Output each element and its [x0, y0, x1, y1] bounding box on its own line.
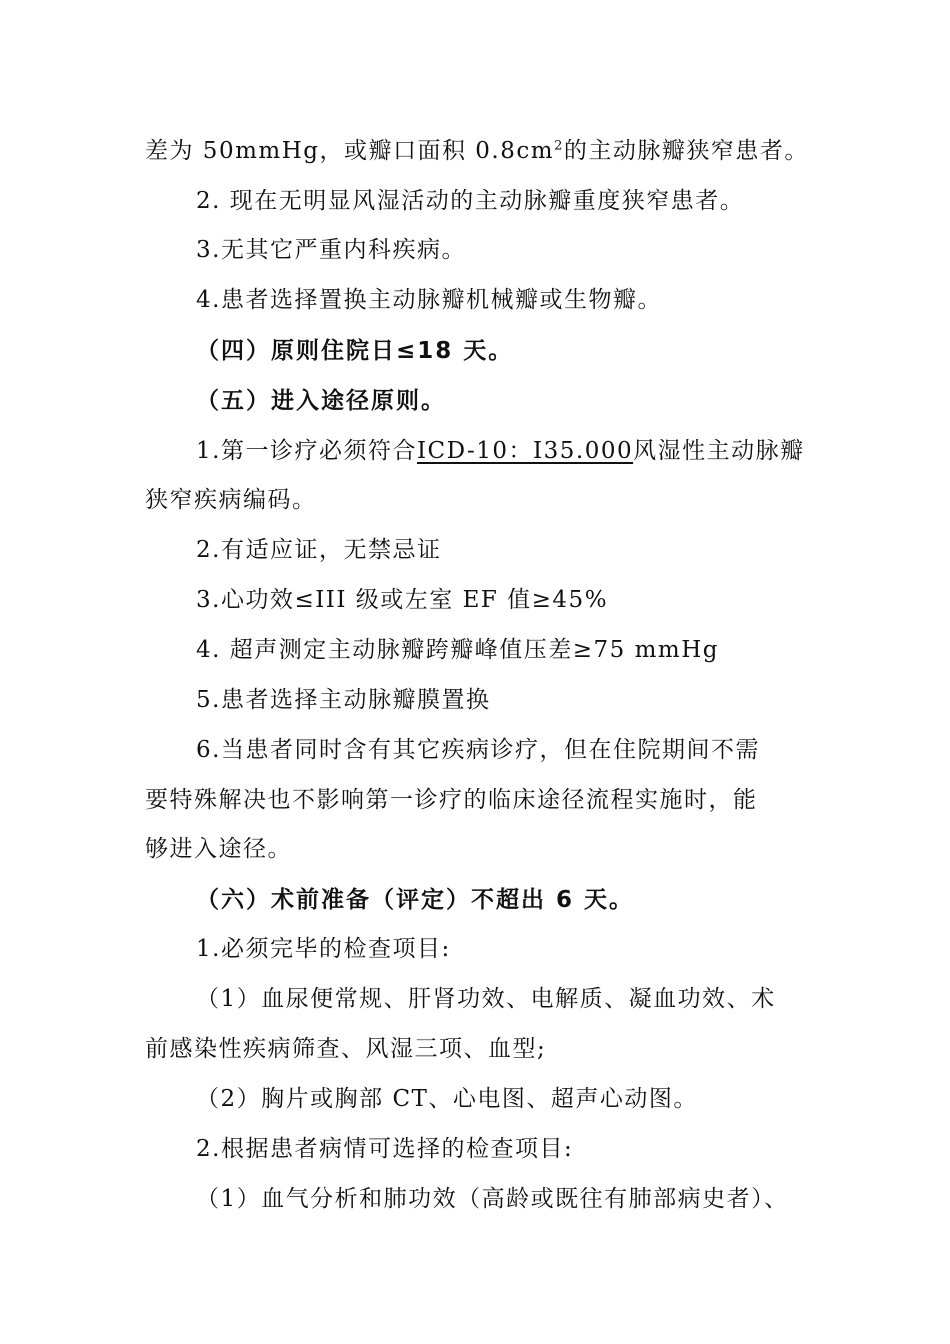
icd-code: ICD-10：I35.000: [416, 438, 634, 464]
paragraph-line: [145, 136, 865, 166]
paragraph-line: 要特殊解决也不影响第一诊疗的临床途径流程实施时，能: [145, 787, 758, 813]
superscript-text: 2: [554, 138, 564, 154]
list-item: （1）血尿便常规、肝肾功效、电解质、凝血功效、术: [196, 986, 776, 1012]
list-item: 2.有适应证，无禁忌证: [196, 537, 442, 563]
section-heading: （四）原则住院日≤18 天。: [196, 338, 514, 364]
paragraph-line: 前感染性疾病筛查、风湿三项、血型;: [145, 1036, 547, 1062]
list-item: [196, 436, 876, 466]
list-item: 2. 现在无明显风湿活动的主动脉瓣重度狭窄患者。: [196, 188, 745, 214]
list-item: 3.心功效≤III 级或左室 EF 值≥45%: [196, 587, 609, 613]
section-heading: （五）进入途径原则。: [196, 388, 446, 414]
list-item: 4.患者选择置换主动脉瓣机械瓣或生物瓣。: [196, 287, 662, 313]
list-item: （1）血气分析和肺功效（高龄或既往有肺部病史者）、: [196, 1186, 789, 1212]
text-segment: 1.第一诊疗必须符合: [196, 438, 417, 464]
paragraph-line: 够进入途径。: [145, 836, 292, 862]
section-heading: （六）术前准备（评定）不超出 6 天。: [196, 887, 635, 913]
list-item: 3.无其它严重内科疾病。: [196, 237, 466, 263]
list-item: 6.当患者同时含有其它疾病诊疗，但在住院期间不需: [196, 737, 760, 763]
text-segment: 的主动脉瓣狭窄患者。: [563, 138, 809, 164]
text-segment: 差为 50mmHg，或瓣口面积 0.8cm: [145, 138, 555, 164]
list-item: 4. 超声测定主动脉瓣跨瓣峰值压差≥75 mmHg: [196, 637, 720, 663]
text-segment: 风湿性主动脉瓣: [633, 438, 805, 464]
list-item: 2.根据患者病情可选择的检查项目:: [196, 1136, 574, 1162]
paragraph-line: 狭窄疾病编码。: [145, 487, 317, 513]
list-item: 5.患者选择主动脉瓣膜置换: [196, 687, 491, 713]
list-item: （2）胸片或胸部 CT、心电图、超声心动图。: [196, 1086, 698, 1112]
list-item: 1.必须完毕的检查项目:: [196, 936, 451, 962]
